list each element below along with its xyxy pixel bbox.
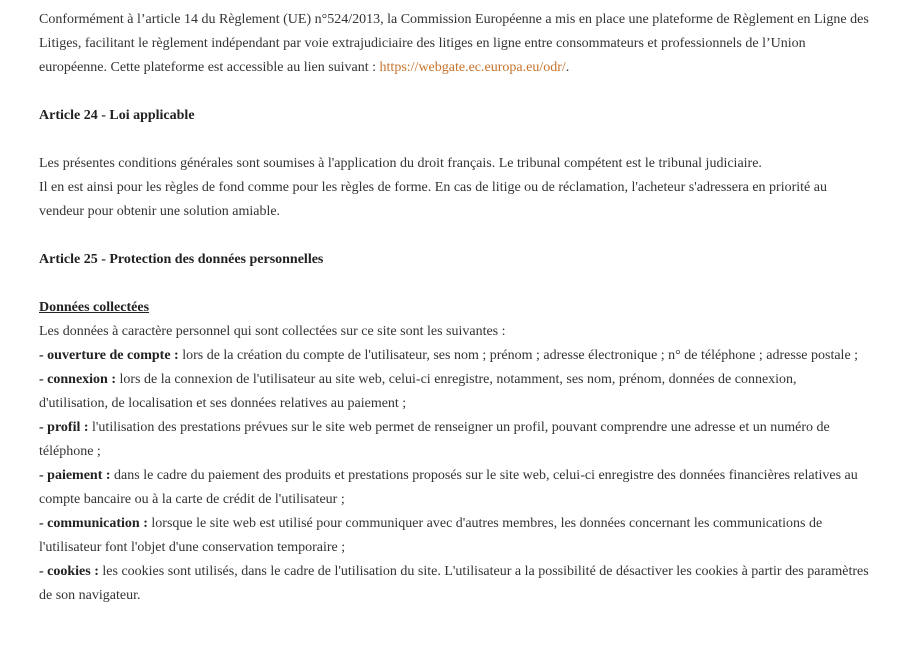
odr-platform-text-end: . (565, 60, 570, 75)
list-item-profile (39, 416, 869, 464)
list-item-key: - paiement : (39, 468, 111, 483)
list-item-key: - communication : (39, 516, 148, 531)
spacer (39, 128, 869, 152)
list-item-text: les cookies sont utilisés, dans le cadre de l'utilisation du site. L'utilisateur a la possibilité de désactiver les cookies à partir des paramètres de son navigateur. (39, 564, 869, 603)
collected-data-subheading-line (39, 296, 869, 320)
list-item-text: lorsque le site web est utilisé pour communiquer avec d'autres membres, les données concernant les communications de l'utilisateur font l'objet d'une conservation temporaire ; (39, 516, 823, 555)
list-item-text: dans le cadre du paiement des produits et prestations proposés sur le site web, celui-ci enregistre des données financières relatives au compte bancaire ou à la carte de crédit de l'utilisateur ; (39, 468, 858, 507)
odr-platform-link[interactable]: https://webgate.ec.europa.eu/odr/ (379, 60, 566, 75)
list-item-key: - ouverture de compte : (39, 348, 179, 363)
list-item-text: lors de la connexion de l'utilisateur au site web, celui-ci enregistre, notamment, ses nom, prénom, données de connexion, d'utilisation, de localisation et ses données relatives au paiement ; (39, 372, 797, 411)
list-item-login (39, 368, 869, 416)
list-item-key: - cookies : (39, 564, 99, 579)
legal-document (39, 8, 869, 608)
article-24-heading: Article 24 - Loi applicable (39, 108, 195, 123)
spacer (39, 80, 869, 104)
list-item-text: lors de la création du compte de l'utilisateur, ses nom ; prénom ; adresse électronique ; n° de téléphone ; adresse postale ; (178, 348, 859, 363)
list-item-key: - profil : (39, 420, 89, 435)
odr-platform-text: Conformément à l’article 14 du Règlement (UE) n°524/2013, la Commission Européenne a mis en place une plateforme de Règlement en Ligne des Litiges, facilitant le règlement indépendant par voie extrajudiciaire des litiges en ligne entre consommateurs et professionnels de l’Union européenne. Cette plateforme est accessible au lien suivant : (39, 12, 869, 75)
list-item-cookies (39, 560, 869, 608)
article-24-paragraph-1: Les présentes conditions générales sont soumises à l'application du droit français. Le tribunal compétent est le tribunal judiciaire. (39, 156, 762, 171)
article-25-heading: Article 25 - Protection des données personnelles (39, 252, 324, 267)
list-item-communication (39, 512, 869, 560)
list-item-text: l'utilisation des prestations prévues sur le site web permet de renseigner un profil, pouvant comprendre une adresse et un numéro de téléphone ; (39, 420, 830, 459)
list-item-payment (39, 464, 869, 512)
list-item-account-creation (39, 344, 869, 368)
collected-data-intro: Les données à caractère personnel qui sont collectées sur ce site sont les suivantes : (39, 324, 506, 339)
spacer (39, 224, 869, 248)
odr-platform-paragraph (39, 8, 869, 80)
list-item-key: - connexion : (39, 372, 116, 387)
collected-data-subheading: Données collectées (39, 300, 150, 315)
spacer (39, 272, 869, 296)
article-24-paragraph-2: Il en est ainsi pour les règles de fond comme pour les règles de forme. En cas de litige ou de réclamation, l'acheteur s'adressera en priorité au vendeur pour obtenir une solution amiable. (39, 180, 827, 219)
